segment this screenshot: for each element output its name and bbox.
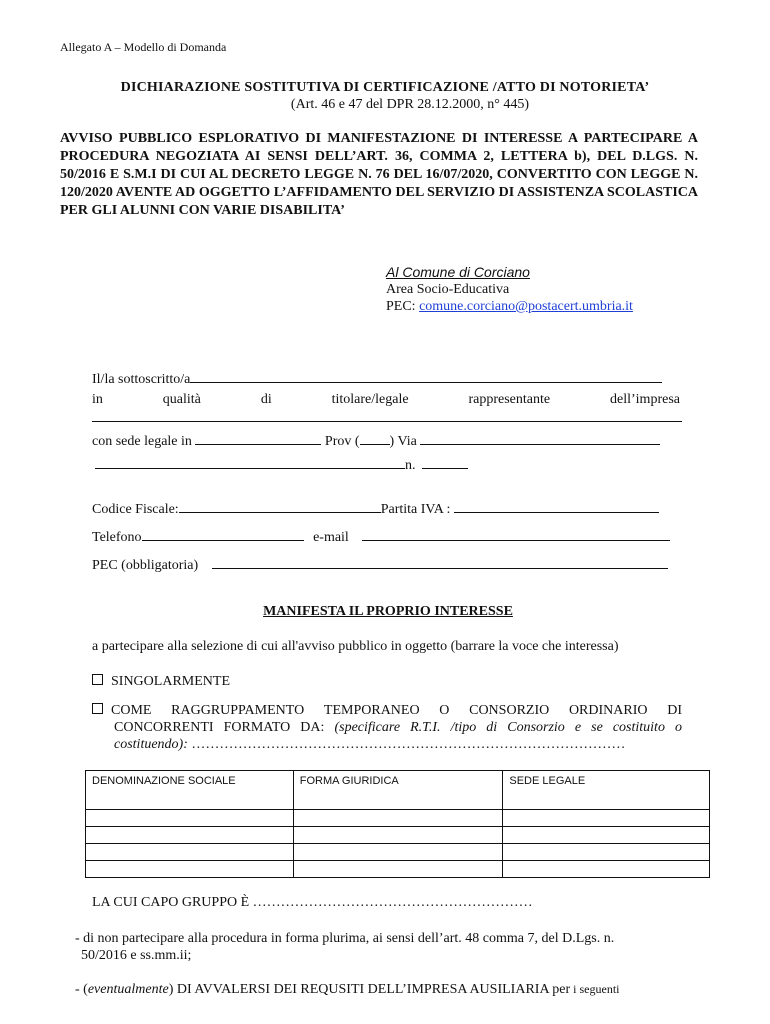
- table-row: [86, 861, 710, 878]
- table-cell[interactable]: [86, 861, 294, 878]
- consorzio-table: [85, 770, 710, 878]
- singolarmente-checkbox[interactable]: [92, 674, 103, 685]
- table-row: [86, 844, 710, 861]
- header-sede-legale: SEDE LEGALE: [503, 771, 710, 810]
- option-singolarmente: [92, 674, 230, 690]
- partita-iva-label: Partita IVA :: [380, 502, 451, 517]
- sede-label: con sede legale in: [92, 434, 192, 449]
- sottoscritto-label: Il/la sottoscritto/a: [92, 372, 191, 387]
- pec-field[interactable]: [212, 554, 668, 569]
- recipient-comune: Al Comune di Corciano: [386, 264, 530, 280]
- singolarmente-label: SINGOLARMENTE: [111, 674, 230, 689]
- table-cell[interactable]: [503, 810, 710, 827]
- raggruppamento-checkbox[interactable]: [92, 703, 103, 714]
- table-cell[interactable]: [86, 844, 294, 861]
- raggruppamento-word: CONSORZIO: [469, 703, 550, 718]
- qualita-word: rappresentante: [468, 392, 551, 407]
- indirizzo-field[interactable]: [95, 454, 405, 469]
- table-cell[interactable]: [293, 810, 503, 827]
- fiscale-row: [92, 498, 659, 518]
- table-cell[interactable]: [86, 810, 294, 827]
- raggruppamento-word: TEMPORANEO: [323, 703, 420, 718]
- partita-iva-field[interactable]: [454, 498, 659, 513]
- recipient-area: Area Socio-Educativa: [386, 282, 510, 297]
- prov-field[interactable]: [360, 430, 390, 445]
- indirizzo-row: [95, 454, 468, 474]
- qualita-row: [92, 392, 680, 408]
- item-forma-plurima: [75, 930, 698, 964]
- partecipare-text: a partecipare alla selezione di cui all'avviso pubblico in oggetto (barrare la voce che interessa): [92, 639, 619, 654]
- capo-gruppo-line: LA CUI CAPO GRUPPO È ……………………………………………………: [92, 895, 533, 910]
- telefono-field[interactable]: [142, 526, 304, 541]
- prov-label: Prov (: [324, 434, 360, 449]
- item2-italic: eventualmente: [87, 982, 169, 997]
- qualita-word: titolare/legale: [331, 392, 409, 407]
- sottoscritto-field[interactable]: [190, 368, 662, 383]
- header-denominazione: DENOMINAZIONE SOCIALE: [86, 771, 294, 810]
- table-row: [86, 810, 710, 827]
- table-row: [86, 827, 710, 844]
- num-field[interactable]: [422, 454, 468, 469]
- table-header-row: [86, 771, 710, 810]
- qualita-word: in: [92, 392, 103, 407]
- document-title: DICHIARAZIONE SOSTITUTIVA DI CERTIFICAZIONE /ATTO DI NOTORIETA’: [120, 80, 650, 95]
- codice-fiscale-field[interactable]: [179, 498, 381, 513]
- item2-small: i seguenti: [570, 982, 620, 996]
- document-subtitle: (Art. 46 e 47 del DPR 28.12.2000, n° 445): [290, 97, 530, 112]
- table-cell[interactable]: [293, 844, 503, 861]
- email-field[interactable]: [362, 526, 670, 541]
- raggruppamento-word: COME: [92, 702, 151, 719]
- avviso-text: AVVISO PUBBLICO ESPLORATIVO DI MANIFESTAZIONE DI INTERESSE A PARTECIPARE A PROCEDURA NEGOZIATA AI SENSI DELL’ART. 36, COMMA 2, LETTERA b), DEL D.LGS. N. 50/2016 E S.M.I DI CUI AL DECRETO LEGGE N. 76 DEL 16/07/2020, CONVERTITO CON LEGGE N. 120/2020 AVENTE AD OGGETTO L’AFFIDAMENTO DEL SERVIZIO DI ASSISTENZA SCOLASTICA PER GLI ALUNNI CON VARIE DISABILITA’: [60, 131, 698, 218]
- pec-email-link[interactable]: comune.corciano@postacert.umbria.it: [419, 299, 633, 314]
- pec-row: [92, 554, 668, 574]
- item2-main: ) DI AVVALERSI DEI REQUSITI DELL’IMPRESA AUSILIARIA per: [168, 982, 571, 997]
- item1-line2: 50/2016 e ss.mm.ii;: [81, 948, 192, 963]
- telefono-row: [92, 526, 670, 546]
- qualita-word: di: [260, 392, 272, 407]
- raggruppamento-word: O: [439, 703, 450, 718]
- manifesta-heading: MANIFESTA IL PROPRIO INTERESSE: [263, 604, 513, 619]
- table-cell[interactable]: [503, 827, 710, 844]
- table-cell[interactable]: [86, 827, 294, 844]
- telefono-label: Telefono: [92, 530, 142, 545]
- pec-label: PEC:: [386, 299, 420, 314]
- sottoscritto-row: [92, 368, 662, 388]
- sede-field[interactable]: [195, 430, 321, 445]
- prov-close: ): [389, 434, 395, 449]
- item-avvalersi: - (eventualmente) DI AVVALERSI DEI REQUSITI DELL’IMPRESA AUSILIARIA per i seguenti: [75, 982, 620, 997]
- recipient-pec: [386, 298, 633, 315]
- pec-obbligatoria-label: PEC (obbligatoria): [92, 558, 199, 573]
- table-cell[interactable]: [293, 827, 503, 844]
- table-cell[interactable]: [503, 844, 710, 861]
- sede-row: [92, 430, 660, 450]
- raggruppamento-word: DI: [667, 703, 682, 718]
- raggruppamento-word: ORDINARIO: [568, 703, 648, 718]
- option-raggruppamento: [92, 702, 682, 753]
- via-label: Via: [397, 434, 417, 449]
- table-cell[interactable]: [503, 861, 710, 878]
- raggruppamento-detail: CONCORRENTI FORMATO DA: (specificare R.T.I. /tipo di Consorzio e se costituito o costituendo): …………………………………………………………………………………: [114, 720, 682, 752]
- codice-fiscale-label: Codice Fiscale:: [92, 502, 179, 517]
- via-field[interactable]: [420, 430, 660, 445]
- allegato-label: Allegato A – Modello di Domanda: [60, 40, 227, 54]
- recipient-block: [386, 264, 633, 315]
- email-label: e-mail: [313, 530, 349, 545]
- impresa-field[interactable]: [92, 421, 682, 422]
- item1-line1: - di non partecipare alla procedura in forma plurima, ai sensi dell’art. 48 comma 7, del D.Lgs. n.: [75, 931, 615, 946]
- raggruppamento-word: RAGGRUPPAMENTO: [171, 703, 305, 718]
- table-cell[interactable]: [293, 861, 503, 878]
- qualita-word: dell’impresa: [610, 392, 680, 407]
- header-forma-giuridica: FORMA GIURIDICA: [293, 771, 503, 810]
- qualita-word: qualità: [162, 392, 201, 407]
- num-label: n.: [405, 458, 416, 473]
